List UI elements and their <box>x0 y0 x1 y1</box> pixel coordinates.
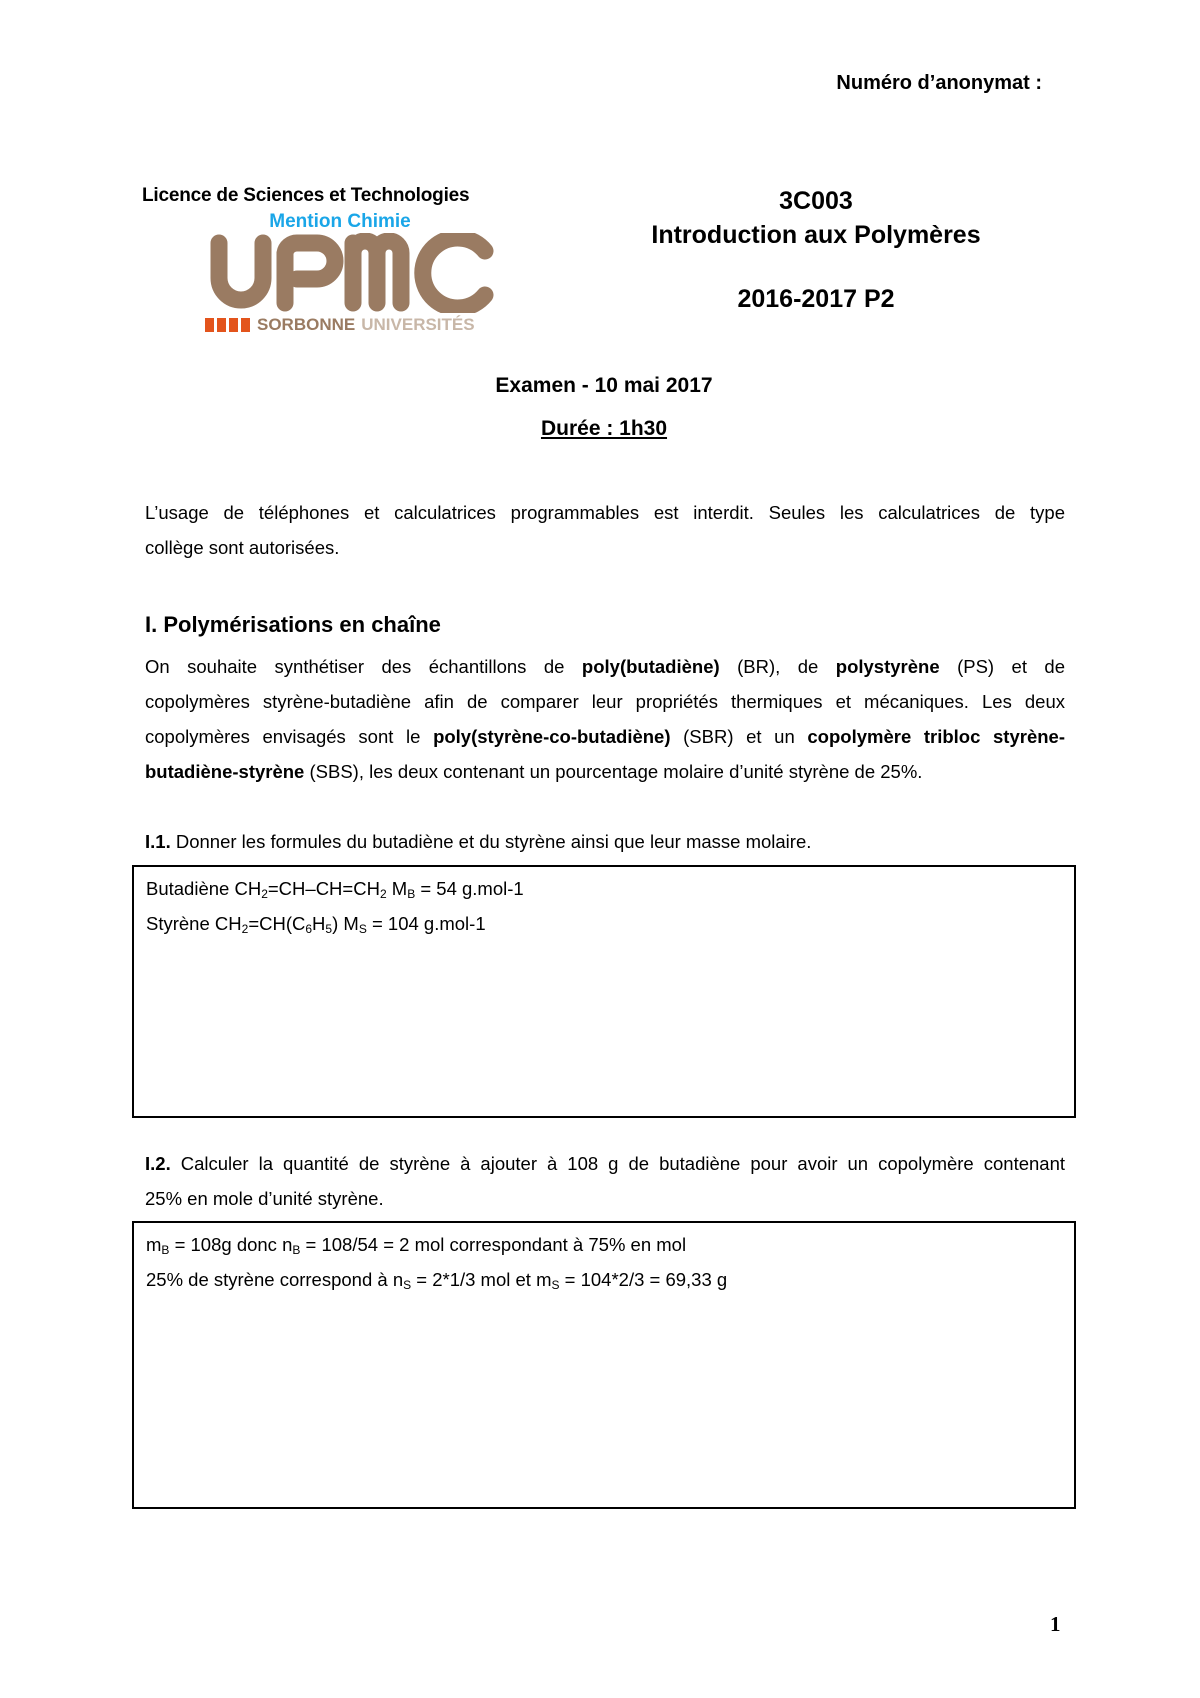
exam-duration: Durée : 1h30 <box>540 417 668 440</box>
text: (SBS), les deux contenant un pourcentage molaire d’unité styrène de 25%. <box>304 761 923 782</box>
t: =CH(C <box>248 913 306 934</box>
anonymat-label: Numéro d’anonymat : <box>836 72 1042 94</box>
t: B <box>292 1243 301 1257</box>
page-number: 1 <box>1050 1612 1061 1636</box>
t: ) M <box>332 913 359 934</box>
rules-line: L’usage de téléphones et calculatrices programmables est interdit. Seules les calculatrices de type <box>145 502 1065 523</box>
course-title: Introduction aux Polymères <box>651 221 981 249</box>
term-sbs-cont: butadiène-styrène <box>145 761 305 782</box>
t: = 104*2/3 = 69,33 g <box>559 1269 728 1290</box>
text: (SBR) et un <box>670 726 808 747</box>
text: (BR), de <box>719 656 836 677</box>
course-code: 3C003 <box>779 187 853 215</box>
sorbonne-text: SORBONNE <box>257 315 356 334</box>
question-number: I.1. <box>145 831 171 852</box>
term-ps: polystyrène <box>835 656 940 677</box>
t: 6 <box>305 922 313 936</box>
t: m <box>146 1234 162 1255</box>
mention-label: Mention Chimie <box>269 211 411 232</box>
t: S <box>358 922 367 936</box>
t: 2 <box>241 922 249 936</box>
question-number: I.2. <box>145 1153 171 1174</box>
question-text: Donner les formules du butadiène et du styrène ainsi que leur masse molaire. <box>170 831 812 852</box>
t: = 108g donc n <box>169 1234 293 1255</box>
universites-text: UNIVERSITÉS <box>361 315 475 334</box>
t: = 2*1/3 mol et m <box>411 1269 552 1290</box>
t: = 54 g.mol-1 <box>415 878 524 899</box>
section-heading: I. Polymérisations en chaîne <box>145 612 441 637</box>
question-text: 25% en mole d’unité styrène. <box>145 1188 384 1209</box>
upmc-logo <box>205 233 505 341</box>
rules-line: collège sont autorisées. <box>145 537 340 558</box>
exam-title: Examen - 10 mai 2017 <box>495 374 713 397</box>
text: copolymères styrène-butadiène afin de comparer leur propriétés thermiques et mécaniques. Les deux <box>145 691 1065 712</box>
licence-label: Licence de Sciences et Technologies <box>142 185 470 206</box>
term-sbr: poly(styrène-co-butadiène) <box>433 726 671 747</box>
t: Butadiène CH <box>146 878 262 899</box>
intro-paragraph <box>145 649 1065 789</box>
upmc-logo-mark <box>205 233 505 313</box>
t: = 104 g.mol-1 <box>366 913 486 934</box>
answer-box-2[interactable] <box>132 1221 1076 1509</box>
t: Styrène CH <box>146 913 242 934</box>
t: = 108/54 = 2 mol correspondant à 75% en mol <box>300 1234 687 1255</box>
t: 2 <box>261 887 268 901</box>
t: H <box>312 913 326 934</box>
term-sbs: copolymère tribloc styrène- <box>807 726 1065 747</box>
text: On souhaite synthétiser des échantillons de <box>145 656 582 677</box>
question-2 <box>145 1146 1065 1216</box>
answer-box-1[interactable] <box>132 865 1076 1118</box>
sorbonne-arches-icon <box>205 318 251 332</box>
t: S <box>403 1278 412 1292</box>
t: B <box>407 887 416 901</box>
text: (PS) et de <box>939 656 1065 677</box>
t: 25% de styrène correspond à n <box>146 1269 404 1290</box>
question-1 <box>145 824 811 859</box>
t: B <box>161 1243 170 1257</box>
text: copolymères envisagés sont le <box>145 726 434 747</box>
term-br: poly(butadiène) <box>581 656 720 677</box>
t: 2 <box>379 887 387 901</box>
t: 5 <box>325 922 333 936</box>
question-text: Calculer la quantité de styrène à ajouter à 108 g de butadiène pour avoir un copolymère contenant <box>170 1153 1065 1174</box>
t: M <box>386 878 408 899</box>
rules-paragraph <box>145 495 1065 565</box>
course-block <box>616 184 1016 316</box>
t: S <box>551 1278 560 1292</box>
course-period: 2016-2017 P2 <box>737 285 895 313</box>
t: =CH–CH=CH <box>267 878 380 899</box>
